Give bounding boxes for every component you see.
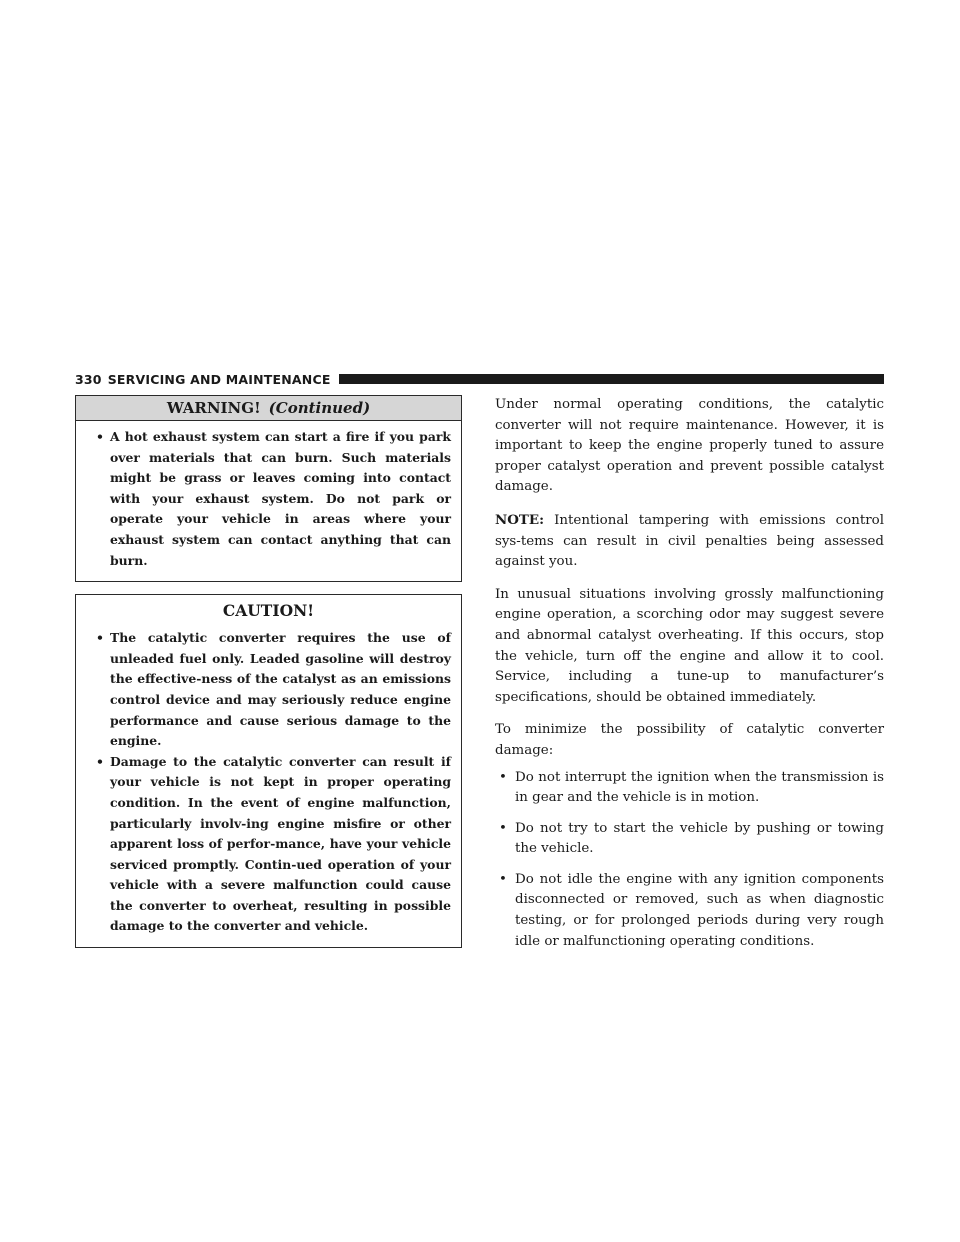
warning-item-text: A hot exhaust system can start a fire if you park over materials that can burn. Such materials might be grass or leaves coming into contact with your exhaust system. Do not park or operate your vehicle in areas where your exhaust system can contact anything that can burn.: [110, 429, 451, 568]
page-header: [75, 370, 884, 388]
note-label: NOTE:: [495, 511, 545, 528]
list-item: [495, 819, 884, 860]
list-item-text: Do not try to start the vehicle by pushing or towing the vehicle.: [515, 820, 884, 857]
caution-item-text: Damage to the catalytic converter can result if your vehicle is not kept in proper operating condition. In the event of engine malfunction, particularly involv-ing engine misfire or other apparent loss of perfor-mance, have your vehicle serviced promptly. Contin-ued operation of your vehicle with a severe malfunction could cause the converter to overheat, resulting in possible damage to the converter and vehicle.: [110, 753, 451, 934]
header-rule: [339, 374, 884, 384]
note-text: Intentional tampering with emissions control sys-tems can result in civil penalties being assessed against you.: [495, 512, 884, 570]
bullet-icon: •: [499, 871, 507, 887]
body-paragraph: To minimize the possibility of catalytic converter damage:: [495, 722, 884, 758]
caution-item: [88, 752, 451, 937]
warning-box-body: [76, 421, 461, 581]
body-paragraph: In unusual situations involving grossly malfunctioning engine operation, a scorching odor may suggest severe and abnormal catalyst overheating. If this occurs, stop the vehicle, turn off the engine and allow it to cool. Service, including a tune-up to manufacturer’s specifications, should be obtained immediately.: [495, 586, 884, 705]
right-column: [495, 395, 884, 962]
bullet-icon: •: [499, 769, 507, 785]
caution-box: [75, 594, 462, 948]
note-paragraph: [495, 510, 884, 573]
list-item: [495, 768, 884, 809]
warning-item: [88, 427, 451, 571]
warning-box-header: [76, 396, 461, 421]
list-item: [495, 870, 884, 952]
section-title: SERVICING AND MAINTENANCE: [107, 371, 331, 387]
bullet-icon: •: [96, 753, 104, 769]
caution-title: CAUTION!: [222, 601, 315, 621]
bullet-icon: •: [96, 429, 104, 444]
caution-item-text: The catalytic converter requires the use of unleaded fuel only. Leaded gasoline will destroy the effective-ness of the catalyst as an emissions control device and may seriously reduce engine performance and cause serious damage to the engine.: [110, 630, 451, 749]
caution-item: [88, 628, 451, 752]
list-item-text: Do not interrupt the ignition when the transmission is in gear and the vehicle is in motion.: [515, 769, 884, 806]
left-column: [75, 395, 462, 948]
caution-box-header: [76, 595, 461, 626]
warning-box: [75, 395, 462, 582]
bullet-icon: •: [499, 820, 507, 836]
caution-box-body: [76, 626, 461, 947]
warning-continued: (Continued): [268, 399, 371, 417]
body-paragraph: Under normal operating conditions, the catalytic converter will not require maintenance. However, it is important to keep the engine properly tuned to assure proper catalyst operation and prevent possible catalyst damage.: [495, 397, 884, 495]
bullet-icon: •: [96, 630, 104, 646]
warning-title: WARNING!: [166, 399, 261, 417]
list-item-text: Do not idle the engine with any ignition components disconnected or removed, such as when diagnostic testing, or for prolonged periods during very rough idle or malfunctioning operating conditions.: [515, 871, 884, 949]
page-number: 330: [75, 371, 102, 387]
